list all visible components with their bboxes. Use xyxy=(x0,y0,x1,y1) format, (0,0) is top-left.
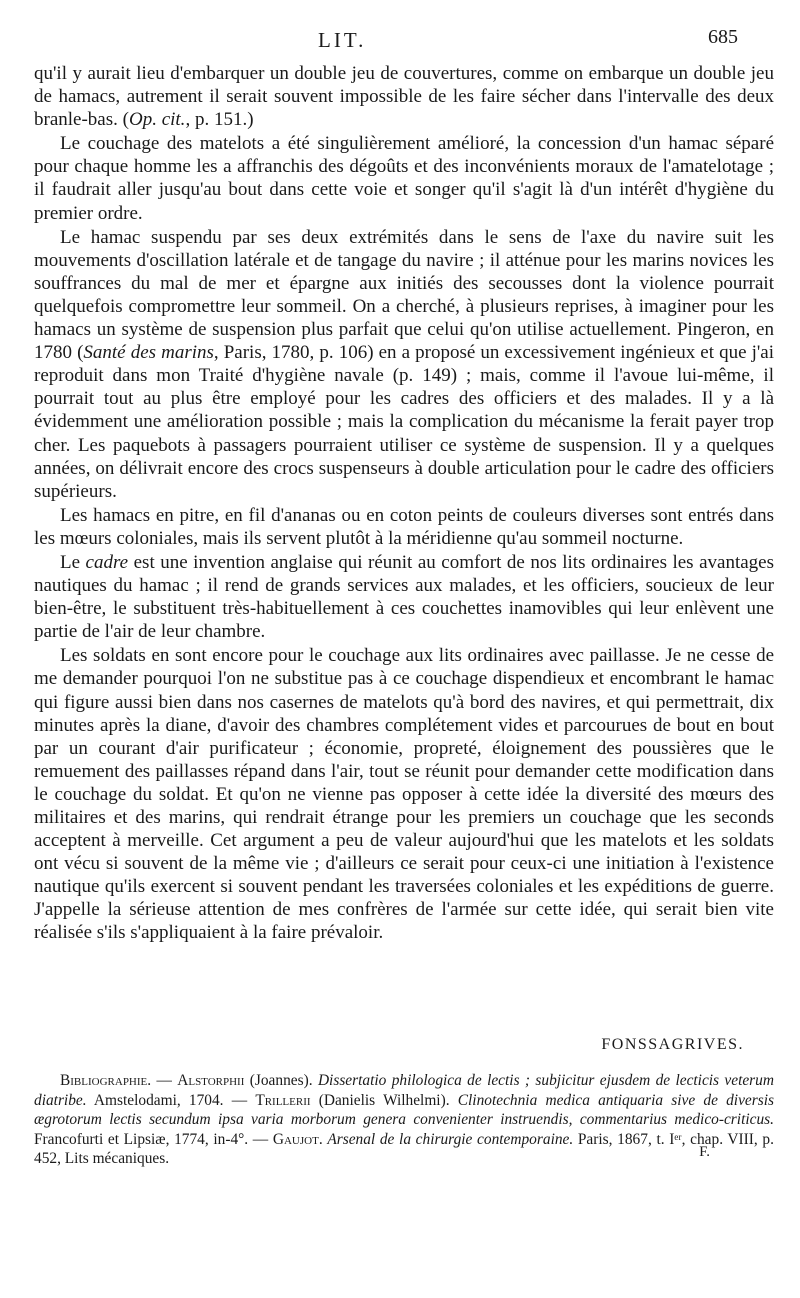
page-number: 685 xyxy=(708,26,738,48)
paragraph xyxy=(34,132,774,224)
italic-text: cadre xyxy=(85,551,129,573)
text-segment: Le xyxy=(60,551,86,573)
paragraph xyxy=(34,226,774,503)
text-segment: Les soldats en sont encore pour le couchage aux lits ordinaires avec paillasse. Je ne cesse de me demander pourquoi l'on ne substitue pas à ce couchage dispendieux et encombrant le hamac qui figure aussi bien dans nos casernes de matelots qu'à bord des navires, et qui permettrait, dix minutes après la diane, d'avoir des chambres complétement vides et parcourues de bout en bout par un courant d'air purificateur ; économie, propreté, éloignement des poussières que le remuement des paillasses répand dans l'air, tout se réunit pour demander cette modification dans le couchage du soldat. Et qu'on ne vienne pas opposer à cette idée la diversité des mœurs des militaires et des marins, qui rendrait étrange pour les premiers un couchage que les seconds acceptent à merveille. Cet argument a peu de valeur aujourd'hui que les matelots et les soldats ont vécu si souvent de la même vie ; d'ailleurs ce serait pour ceux-ci une initiation à l'existence nautique qu'ils exercent si souvent pendant les traversées coloniales et les expéditions de guerre. J'appelle la sérieuse attention de mes confrères de l'armée sur cette idée, qui serait bien vite réalisée s'ils s'appliquaient à la faire prévaloir. xyxy=(34,645,774,944)
paragraph xyxy=(34,504,774,550)
text-segment: est une invention anglaise qui réunit au comfort de nos lits ordinaires les avantages nautiques du hamac ; il rend de grands services aux malades, et les officiers, soucieux de leur bien-être, le substituent très-habituellement à ces couchettes inamovibles qui leur enlèvent une partie de l'air de leur chambre. xyxy=(34,551,774,643)
author-signature: FONSSAGRIVES. xyxy=(601,1036,744,1053)
bibliography-author: Trillerii xyxy=(255,1091,311,1109)
bibliography-author: Alstorphii xyxy=(177,1072,245,1089)
text-segment: qu'il y aurait lieu d'embarquer un double jeu de couvertures, comme on embarque un double jeu de hamacs, autrement il serait souvent impossible de les faire sécher dans l'intervalle des deux branle-bas. ( xyxy=(34,63,774,131)
running-head xyxy=(0,28,800,58)
italic-text: Santé des marins xyxy=(83,342,214,364)
bibliography-title: Arsenal de la chirurgie contemporaine. xyxy=(327,1130,574,1148)
paragraph xyxy=(34,551,774,643)
body-text xyxy=(34,62,774,945)
text-segment: Le hamac suspendu par ses deux extrémités dans le sens de l'axe du navire suit les mouvements d'oscillation latérale et de tangage du navire ; il atténue pour les marins novices les souffrances du mal de mer et épargne aux initiés des secousses dont la violence pourrait quelquefois compromettre leur sommeil. On a cherché, à plusieurs reprises, à imaginer pour les hamacs un système de suspension plus parfait que celui qu'on utilise actuellement. Pingeron, en 1780 ( xyxy=(34,226,774,364)
bibliography-author: Gaujot xyxy=(272,1130,319,1148)
bibliography-text: Francofurti et Lipsiæ, 1774, in-4°. — xyxy=(34,1130,273,1148)
italic-text: Op. cit. xyxy=(128,109,186,131)
bibliography-text: Amstelodami, 1704. — xyxy=(86,1091,256,1109)
text-segment: Le couchage des matelots a été singulièrement amélioré, la concession d'un hamac séparé pour chaque homme les a affranchis des dégoûts et des inconvénients moraux de l'amatelotage ; il faudrait aller jusqu'au bout dans cette voie et songer qu'il s'agit là d'un intérêt d'hygiène du premier ordre. xyxy=(34,133,774,224)
bibliography-text: . — xyxy=(147,1072,178,1089)
page-title: LIT. xyxy=(318,28,367,52)
bibliography-author: Bibliographie xyxy=(60,1072,148,1089)
bibliography-text: (Joannes). xyxy=(244,1072,318,1089)
bibliography-text: Paris, 1867, t. Iᵉʳ, chap. VIII, p. 452, Lits mécaniques. xyxy=(34,1130,774,1168)
text-segment: Les hamacs en pitre, en fil d'ananas ou en coton peints de couleurs diverses sont entrés dans les mœurs coloniales, mais ils servent plutôt à la méridienne qu'au sommeil nocturne. xyxy=(34,504,774,549)
bibliography-title: Clinotechnia medica antiquaria sive de diversis ægrotorum lectis secundum ipsa varia morborum genera convenienter instruendis, commentarius medico-criticus. xyxy=(34,1091,774,1129)
text-segment: , p. 151.) xyxy=(185,109,254,131)
paragraph xyxy=(34,62,774,131)
bibliography-title: Dissertatio philologica de lectis ; subjicitur ejusdem de lecticis veterum diatribe. xyxy=(34,1072,774,1109)
footer-initial: F. xyxy=(699,1144,710,1160)
paragraph xyxy=(34,644,774,944)
bibliography-text: . xyxy=(318,1130,328,1148)
text-segment: , Paris, 1780, p. 106) en a proposé un excessivement ingénieux et que j'ai reproduit dans mon Traité d'hygiène navale (p. 149) ; mais, comme il l'avoue lui-même, il pourrait tout au plus être employé pour les cadres des officiers et des malades. Il y a là évidemment une amélioration possible ; mais la complication du mécanisme la ferait payer trop cher. Les paquebots à passagers pourraient utiliser ce système de suspension. Il y a quelques années, on délivrait encore des crocs suspenseurs à double articulation pour le cadre des officiers supérieurs. xyxy=(34,342,775,502)
bibliography-text: (Danielis Wilhelmi). xyxy=(310,1091,458,1109)
bibliography xyxy=(34,1071,774,1169)
